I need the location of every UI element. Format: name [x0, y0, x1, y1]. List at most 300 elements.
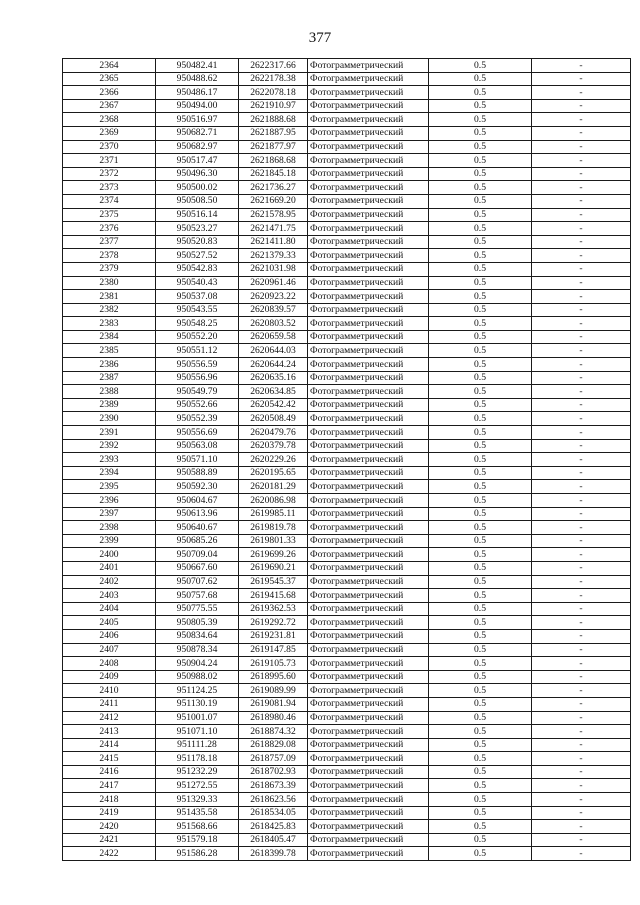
note-cell: - [532, 303, 631, 317]
note-cell: - [532, 330, 631, 344]
table-row [63, 72, 631, 86]
note-cell: - [532, 847, 631, 861]
accuracy-cell: 0.5 [429, 344, 532, 358]
y-coordinate-cell: 2620803.52 [239, 317, 308, 331]
note-cell: - [532, 59, 631, 73]
note-cell: - [532, 466, 631, 480]
y-coordinate-cell: 2619985.11 [239, 507, 308, 521]
accuracy-cell: 0.5 [429, 684, 532, 698]
method-cell: Фотограмметрический [308, 290, 429, 304]
x-coordinate-cell: 950988.02 [156, 670, 239, 684]
accuracy-cell: 0.5 [429, 140, 532, 154]
point-number-cell: 2409 [63, 670, 156, 684]
point-number-cell: 2410 [63, 684, 156, 698]
point-number-cell: 2416 [63, 765, 156, 779]
x-coordinate-cell: 950613.96 [156, 507, 239, 521]
accuracy-cell: 0.5 [429, 752, 532, 766]
note-cell: - [532, 793, 631, 807]
x-coordinate-cell: 950542.83 [156, 262, 239, 276]
table-row [63, 738, 631, 752]
note-cell: - [532, 235, 631, 249]
accuracy-cell: 0.5 [429, 290, 532, 304]
table-row [63, 290, 631, 304]
accuracy-cell: 0.5 [429, 330, 532, 344]
x-coordinate-cell: 950604.67 [156, 494, 239, 508]
x-coordinate-cell: 950500.02 [156, 181, 239, 195]
x-coordinate-cell: 950496.30 [156, 167, 239, 181]
y-coordinate-cell: 2620508.49 [239, 412, 308, 426]
note-cell: - [532, 480, 631, 494]
note-cell: - [532, 371, 631, 385]
y-coordinate-cell: 2620961.46 [239, 276, 308, 290]
point-number-cell: 2404 [63, 602, 156, 616]
y-coordinate-cell: 2620195.65 [239, 466, 308, 480]
table-row [63, 643, 631, 657]
table-row [63, 752, 631, 766]
accuracy-cell: 0.5 [429, 249, 532, 263]
table-row [63, 847, 631, 861]
y-coordinate-cell: 2618673.39 [239, 779, 308, 793]
method-cell: Фотограмметрический [308, 765, 429, 779]
point-number-cell: 2401 [63, 561, 156, 575]
y-coordinate-cell: 2619105.73 [239, 657, 308, 671]
coordinates-table [62, 58, 631, 861]
y-coordinate-cell: 2620379.78 [239, 439, 308, 453]
accuracy-cell: 0.5 [429, 793, 532, 807]
method-cell: Фотограмметрический [308, 72, 429, 86]
method-cell: Фотограмметрический [308, 317, 429, 331]
note-cell: - [532, 711, 631, 725]
point-number-cell: 2371 [63, 154, 156, 168]
table-row [63, 521, 631, 535]
table-row [63, 276, 631, 290]
x-coordinate-cell: 951586.28 [156, 847, 239, 861]
method-cell: Фотограмметрический [308, 276, 429, 290]
method-cell: Фотограмметрический [308, 113, 429, 127]
point-number-cell: 2395 [63, 480, 156, 494]
method-cell: Фотограмметрический [308, 59, 429, 73]
note-cell: - [532, 276, 631, 290]
x-coordinate-cell: 951130.19 [156, 697, 239, 711]
accuracy-cell: 0.5 [429, 358, 532, 372]
y-coordinate-cell: 2622178.38 [239, 72, 308, 86]
note-cell: - [532, 806, 631, 820]
point-number-cell: 2405 [63, 616, 156, 630]
x-coordinate-cell: 950834.64 [156, 629, 239, 643]
accuracy-cell: 0.5 [429, 113, 532, 127]
point-number-cell: 2376 [63, 222, 156, 236]
x-coordinate-cell: 951272.55 [156, 779, 239, 793]
note-cell: - [532, 344, 631, 358]
note-cell: - [532, 697, 631, 711]
point-number-cell: 2374 [63, 194, 156, 208]
y-coordinate-cell: 2621877.97 [239, 140, 308, 154]
x-coordinate-cell: 950520.83 [156, 235, 239, 249]
note-cell: - [532, 398, 631, 412]
x-coordinate-cell: 951435.58 [156, 806, 239, 820]
note-cell: - [532, 426, 631, 440]
y-coordinate-cell: 2620659.58 [239, 330, 308, 344]
x-coordinate-cell: 950878.34 [156, 643, 239, 657]
point-number-cell: 2415 [63, 752, 156, 766]
point-number-cell: 2398 [63, 521, 156, 535]
point-number-cell: 2422 [63, 847, 156, 861]
table-row [63, 59, 631, 73]
method-cell: Фотограмметрический [308, 561, 429, 575]
accuracy-cell: 0.5 [429, 222, 532, 236]
accuracy-cell: 0.5 [429, 262, 532, 276]
point-number-cell: 2368 [63, 113, 156, 127]
method-cell: Фотограмметрический [308, 194, 429, 208]
point-number-cell: 2365 [63, 72, 156, 86]
point-number-cell: 2406 [63, 629, 156, 643]
table-row [63, 99, 631, 113]
note-cell: - [532, 561, 631, 575]
method-cell: Фотограмметрический [308, 86, 429, 100]
note-cell: - [532, 86, 631, 100]
x-coordinate-cell: 951579.18 [156, 833, 239, 847]
y-coordinate-cell: 2620635.16 [239, 371, 308, 385]
method-cell: Фотограмметрический [308, 466, 429, 480]
table-row [63, 575, 631, 589]
table-row [63, 684, 631, 698]
accuracy-cell: 0.5 [429, 181, 532, 195]
x-coordinate-cell: 950682.71 [156, 126, 239, 140]
note-cell: - [532, 290, 631, 304]
y-coordinate-cell: 2618399.78 [239, 847, 308, 861]
accuracy-cell: 0.5 [429, 643, 532, 657]
x-coordinate-cell: 950588.89 [156, 466, 239, 480]
table-row [63, 725, 631, 739]
note-cell: - [532, 412, 631, 426]
accuracy-cell: 0.5 [429, 126, 532, 140]
y-coordinate-cell: 2618757.09 [239, 752, 308, 766]
point-number-cell: 2397 [63, 507, 156, 521]
accuracy-cell: 0.5 [429, 670, 532, 684]
accuracy-cell: 0.5 [429, 466, 532, 480]
accuracy-cell: 0.5 [429, 99, 532, 113]
y-coordinate-cell: 2619699.26 [239, 548, 308, 562]
accuracy-cell: 0.5 [429, 697, 532, 711]
table-row [63, 126, 631, 140]
point-number-cell: 2379 [63, 262, 156, 276]
point-number-cell: 2413 [63, 725, 156, 739]
y-coordinate-cell: 2620634.85 [239, 385, 308, 399]
table-row [63, 194, 631, 208]
table-row [63, 534, 631, 548]
y-coordinate-cell: 2618623.56 [239, 793, 308, 807]
accuracy-cell: 0.5 [429, 575, 532, 589]
x-coordinate-cell: 950709.04 [156, 548, 239, 562]
point-number-cell: 2366 [63, 86, 156, 100]
accuracy-cell: 0.5 [429, 398, 532, 412]
table-row [63, 222, 631, 236]
table-row [63, 371, 631, 385]
note-cell: - [532, 657, 631, 671]
table-row [63, 507, 631, 521]
method-cell: Фотограмметрический [308, 453, 429, 467]
method-cell: Фотограмметрический [308, 616, 429, 630]
accuracy-cell: 0.5 [429, 235, 532, 249]
accuracy-cell: 0.5 [429, 154, 532, 168]
table-row [63, 208, 631, 222]
method-cell: Фотограмметрический [308, 833, 429, 847]
y-coordinate-cell: 2621845.18 [239, 167, 308, 181]
y-coordinate-cell: 2621910.97 [239, 99, 308, 113]
method-cell: Фотограмметрический [308, 847, 429, 861]
point-number-cell: 2367 [63, 99, 156, 113]
method-cell: Фотограмметрический [308, 154, 429, 168]
table-row [63, 86, 631, 100]
x-coordinate-cell: 950517.47 [156, 154, 239, 168]
x-coordinate-cell: 950482.41 [156, 59, 239, 73]
y-coordinate-cell: 2620644.24 [239, 358, 308, 372]
method-cell: Фотограмметрический [308, 398, 429, 412]
x-coordinate-cell: 951111.28 [156, 738, 239, 752]
method-cell: Фотограмметрический [308, 249, 429, 263]
y-coordinate-cell: 2619819.78 [239, 521, 308, 535]
y-coordinate-cell: 2620542.42 [239, 398, 308, 412]
method-cell: Фотограмметрический [308, 371, 429, 385]
table-row [63, 806, 631, 820]
x-coordinate-cell: 951329.33 [156, 793, 239, 807]
table-row [63, 765, 631, 779]
page-number: 377 [308, 30, 332, 46]
y-coordinate-cell: 2620086.98 [239, 494, 308, 508]
table-row [63, 494, 631, 508]
accuracy-cell: 0.5 [429, 765, 532, 779]
method-cell: Фотограмметрический [308, 793, 429, 807]
note-cell: - [532, 738, 631, 752]
point-number-cell: 2369 [63, 126, 156, 140]
note-cell: - [532, 833, 631, 847]
point-number-cell: 2373 [63, 181, 156, 195]
method-cell: Фотограмметрический [308, 208, 429, 222]
note-cell: - [532, 820, 631, 834]
method-cell: Фотограмметрический [308, 534, 429, 548]
note-cell: - [532, 358, 631, 372]
method-cell: Фотограмметрический [308, 330, 429, 344]
y-coordinate-cell: 2619292.72 [239, 616, 308, 630]
note-cell: - [532, 507, 631, 521]
note-cell: - [532, 249, 631, 263]
method-cell: Фотограмметрический [308, 385, 429, 399]
point-number-cell: 2387 [63, 371, 156, 385]
method-cell: Фотограмметрический [308, 262, 429, 276]
x-coordinate-cell: 951568.66 [156, 820, 239, 834]
point-number-cell: 2389 [63, 398, 156, 412]
x-coordinate-cell: 950563.08 [156, 439, 239, 453]
y-coordinate-cell: 2621379.33 [239, 249, 308, 263]
point-number-cell: 2419 [63, 806, 156, 820]
note-cell: - [532, 99, 631, 113]
y-coordinate-cell: 2620923.22 [239, 290, 308, 304]
method-cell: Фотограмметрический [308, 589, 429, 603]
y-coordinate-cell: 2621736.27 [239, 181, 308, 195]
note-cell: - [532, 521, 631, 535]
accuracy-cell: 0.5 [429, 548, 532, 562]
table-row [63, 249, 631, 263]
table-row [63, 616, 631, 630]
y-coordinate-cell: 2618980.46 [239, 711, 308, 725]
accuracy-cell: 0.5 [429, 534, 532, 548]
note-cell: - [532, 453, 631, 467]
method-cell: Фотограмметрический [308, 439, 429, 453]
point-number-cell: 2375 [63, 208, 156, 222]
x-coordinate-cell: 950549.79 [156, 385, 239, 399]
method-cell: Фотограмметрический [308, 629, 429, 643]
method-cell: Фотограмметрический [308, 657, 429, 671]
y-coordinate-cell: 2619362.53 [239, 602, 308, 616]
accuracy-cell: 0.5 [429, 806, 532, 820]
point-number-cell: 2407 [63, 643, 156, 657]
method-cell: Фотограмметрический [308, 602, 429, 616]
point-number-cell: 2420 [63, 820, 156, 834]
y-coordinate-cell: 2620479.76 [239, 426, 308, 440]
y-coordinate-cell: 2619147.85 [239, 643, 308, 657]
note-cell: - [532, 765, 631, 779]
table-row [63, 235, 631, 249]
point-number-cell: 2380 [63, 276, 156, 290]
method-cell: Фотограмметрический [308, 643, 429, 657]
point-number-cell: 2393 [63, 453, 156, 467]
method-cell: Фотограмметрический [308, 711, 429, 725]
x-coordinate-cell: 950494.00 [156, 99, 239, 113]
x-coordinate-cell: 950592.30 [156, 480, 239, 494]
method-cell: Фотограмметрический [308, 548, 429, 562]
table-row [63, 113, 631, 127]
y-coordinate-cell: 2622317.66 [239, 59, 308, 73]
point-number-cell: 2417 [63, 779, 156, 793]
y-coordinate-cell: 2619545.37 [239, 575, 308, 589]
method-cell: Фотограмметрический [308, 426, 429, 440]
y-coordinate-cell: 2621471.75 [239, 222, 308, 236]
x-coordinate-cell: 950551.12 [156, 344, 239, 358]
x-coordinate-cell: 950552.39 [156, 412, 239, 426]
table-row [63, 793, 631, 807]
accuracy-cell: 0.5 [429, 317, 532, 331]
point-number-cell: 2421 [63, 833, 156, 847]
note-cell: - [532, 670, 631, 684]
accuracy-cell: 0.5 [429, 194, 532, 208]
table-row [63, 670, 631, 684]
x-coordinate-cell: 950548.25 [156, 317, 239, 331]
table-row [63, 344, 631, 358]
table-row [63, 330, 631, 344]
point-number-cell: 2414 [63, 738, 156, 752]
y-coordinate-cell: 2621669.20 [239, 194, 308, 208]
x-coordinate-cell: 950805.39 [156, 616, 239, 630]
accuracy-cell: 0.5 [429, 847, 532, 861]
table-row [63, 833, 631, 847]
note-cell: - [532, 752, 631, 766]
method-cell: Фотограмметрический [308, 344, 429, 358]
accuracy-cell: 0.5 [429, 779, 532, 793]
method-cell: Фотограмметрический [308, 725, 429, 739]
note-cell: - [532, 140, 631, 154]
method-cell: Фотограмметрический [308, 303, 429, 317]
note-cell: - [532, 602, 631, 616]
method-cell: Фотограмметрический [308, 140, 429, 154]
note-cell: - [532, 262, 631, 276]
y-coordinate-cell: 2621888.68 [239, 113, 308, 127]
table-row [63, 426, 631, 440]
table-row [63, 317, 631, 331]
accuracy-cell: 0.5 [429, 507, 532, 521]
point-number-cell: 2400 [63, 548, 156, 562]
x-coordinate-cell: 950904.24 [156, 657, 239, 671]
point-number-cell: 2381 [63, 290, 156, 304]
method-cell: Фотограмметрический [308, 684, 429, 698]
x-coordinate-cell: 950486.17 [156, 86, 239, 100]
point-number-cell: 2392 [63, 439, 156, 453]
y-coordinate-cell: 2619690.21 [239, 561, 308, 575]
note-cell: - [532, 629, 631, 643]
note-cell: - [532, 126, 631, 140]
accuracy-cell: 0.5 [429, 833, 532, 847]
table-row [63, 181, 631, 195]
x-coordinate-cell: 950571.10 [156, 453, 239, 467]
table-row [63, 480, 631, 494]
method-cell: Фотограмметрический [308, 670, 429, 684]
table-row [63, 385, 631, 399]
point-number-cell: 2399 [63, 534, 156, 548]
point-number-cell: 2403 [63, 589, 156, 603]
accuracy-cell: 0.5 [429, 738, 532, 752]
y-coordinate-cell: 2621887.95 [239, 126, 308, 140]
note-cell: - [532, 684, 631, 698]
x-coordinate-cell: 951178.18 [156, 752, 239, 766]
accuracy-cell: 0.5 [429, 86, 532, 100]
method-cell: Фотограмметрический [308, 167, 429, 181]
point-number-cell: 2412 [63, 711, 156, 725]
method-cell: Фотограмметрический [308, 99, 429, 113]
accuracy-cell: 0.5 [429, 59, 532, 73]
x-coordinate-cell: 950516.97 [156, 113, 239, 127]
accuracy-cell: 0.5 [429, 480, 532, 494]
table-row [63, 140, 631, 154]
x-coordinate-cell: 950488.62 [156, 72, 239, 86]
x-coordinate-cell: 950516.14 [156, 208, 239, 222]
accuracy-cell: 0.5 [429, 412, 532, 426]
y-coordinate-cell: 2618405.47 [239, 833, 308, 847]
note-cell: - [532, 72, 631, 86]
point-number-cell: 2370 [63, 140, 156, 154]
note-cell: - [532, 534, 631, 548]
accuracy-cell: 0.5 [429, 616, 532, 630]
note-cell: - [532, 154, 631, 168]
table-row [63, 602, 631, 616]
y-coordinate-cell: 2621411.80 [239, 235, 308, 249]
method-cell: Фотограмметрический [308, 507, 429, 521]
y-coordinate-cell: 2621868.68 [239, 154, 308, 168]
accuracy-cell: 0.5 [429, 657, 532, 671]
y-coordinate-cell: 2618995.60 [239, 670, 308, 684]
x-coordinate-cell: 950556.96 [156, 371, 239, 385]
y-coordinate-cell: 2620644.03 [239, 344, 308, 358]
table-row [63, 154, 631, 168]
table-row [63, 439, 631, 453]
note-cell: - [532, 208, 631, 222]
note-cell: - [532, 385, 631, 399]
note-cell: - [532, 317, 631, 331]
accuracy-cell: 0.5 [429, 453, 532, 467]
method-cell: Фотограмметрический [308, 222, 429, 236]
accuracy-cell: 0.5 [429, 589, 532, 603]
note-cell: - [532, 113, 631, 127]
method-cell: Фотограмметрический [308, 738, 429, 752]
x-coordinate-cell: 951124.25 [156, 684, 239, 698]
